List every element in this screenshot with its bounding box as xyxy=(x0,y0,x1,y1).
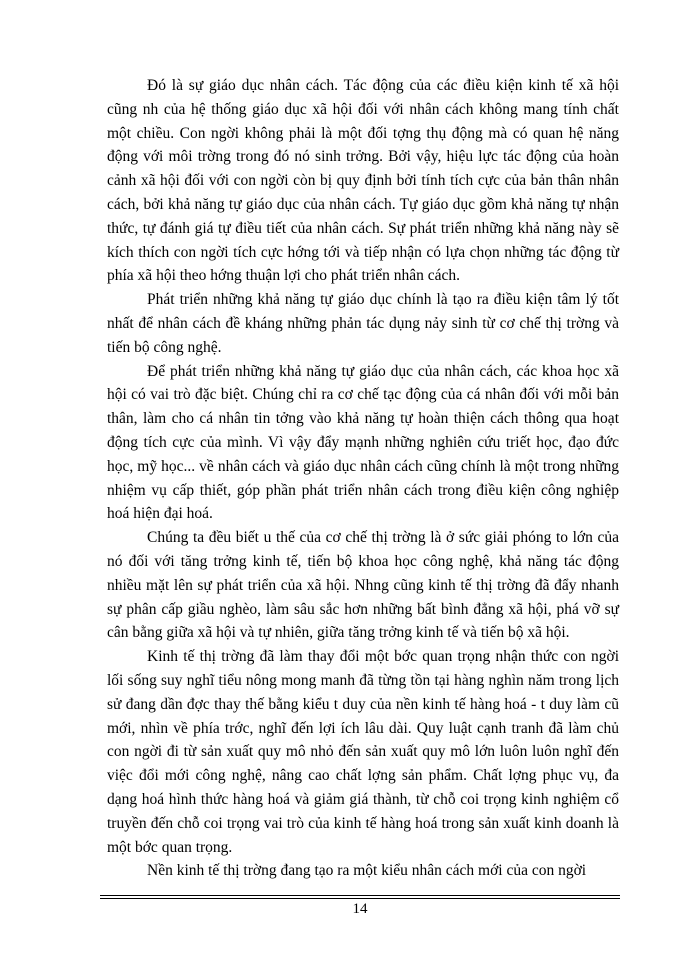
paragraph-5: Kinh tế thị trờng đã làm thay đổi một bớc quan trọng nhận thức con ngời lối sống suy nghĩ tiểu nông mong manh đã từng tồn tại hàng nghìn năm trong lịch sử đang dần đợc thay thế bằng kiểu t duy của nền kinh tế hàng hoá - t duy làm cũ mới, nhìn về phía trớc, nghĩ đến lợi ích lâu dài. Quy luật cạnh tranh đã làm chủ con ngời đi từ sản xuất quy mô nhỏ đến sản xuất quy mô lớn luôn luôn nghĩ đến việc đổi mới công nghệ, nâng cao chất lợng sản phẩm. Chất lợng phục vụ, đa dạng hoá hình thức hàng hoá và giảm giá thành, từ chỗ coi trọng kinh nghiệm cổ truyền đến chỗ coi trọng vai trò của kinh tế hàng hoá trong sản xuất kinh doanh là một bớc quan trọng. xyxy=(107,648,619,856)
paragraph-3: Để phát triển những khả năng tự giáo dục của nhân cách, các khoa học xã hội có vai trò đặc biệt. Chúng chỉ ra cơ chế tạc động của cá nhân đối với mỗi bản thân, làm cho cá nhân tin tởng vào khả năng tự hoàn thiện cách thông qua hoạt động tích cực của mình. Vì vậy đẩy mạnh những nghiên cứu triết học, đạo đức học, mỹ học... về nhân cách và giáo dục nhân cách cũng chính là một trong những nhiệm vụ cấp thiết, góp phần phát triển nhân cách trong điều kiện công nghiệp hoá hiện đại hoá. xyxy=(107,362,619,523)
footer-divider-bottom xyxy=(100,898,620,899)
paragraph-2: Phát triển những khả năng tự giáo dục chính là tạo ra điều kiện tâm lý tốt nhất để nhân cách đề kháng những phản tác dụng nảy sinh từ cơ chế thị trờng và tiến bộ công nghệ. xyxy=(107,291,619,356)
paragraph-4: Chúng ta đều biết u thế của cơ chế thị trờng là ở sức giải phóng to lớn của nó đối với tăng trởng kinh tế, tiến bộ khoa học công nghệ, khả năng tác động nhiều mặt lên sự phát triển của xã hội. Nhng cũng kinh tế thị trờng đã đẩy nhanh sự phân cấp giầu nghèo, làm sâu sắc hơn những bất bình đẳng xã hội, phá vỡ sự cân bằng giữa xã hội và tự nhiên, giữa tăng trởng kinh tế và tiến bộ xã hội. xyxy=(107,529,619,642)
paragraph-6: Nền kinh tế thị trờng đang tạo ra một kiểu nhân cách mới của con ngời xyxy=(147,862,587,880)
paragraph-1: Đó là sự giáo dục nhân cách. Tác động của các điều kiện kinh tế xã hội cũng nh của hệ thống giáo dục xã hội đối với nhân cách không mang tính chất một chiều. Con ngời không phải là một đối tợng thụ động mà có quan hệ năng động với môi trờng trong đó nó sinh trởng. Bởi vậy, hiệu lực tác động của hoàn cảnh xã hội đối với con ngời còn bị quy định bởi tính tích cực của bản thân nhân cách, bởi khả năng tự giáo dục của nhân cách. Tự giáo dục gồm khả năng tự nhận thức, tự đánh giá tự điều tiết của nhân cách. Sự phát triển những khả năng này sẽ kích thích con ngời tích cực hớng tới và tiếp nhận có lựa chọn những tác động từ phía xã hội theo hớng thuận lợi cho phát triển nhân cách. xyxy=(107,77,619,285)
body-text xyxy=(107,74,619,883)
footer-divider-top xyxy=(100,895,620,896)
page-number: 14 xyxy=(352,901,368,917)
